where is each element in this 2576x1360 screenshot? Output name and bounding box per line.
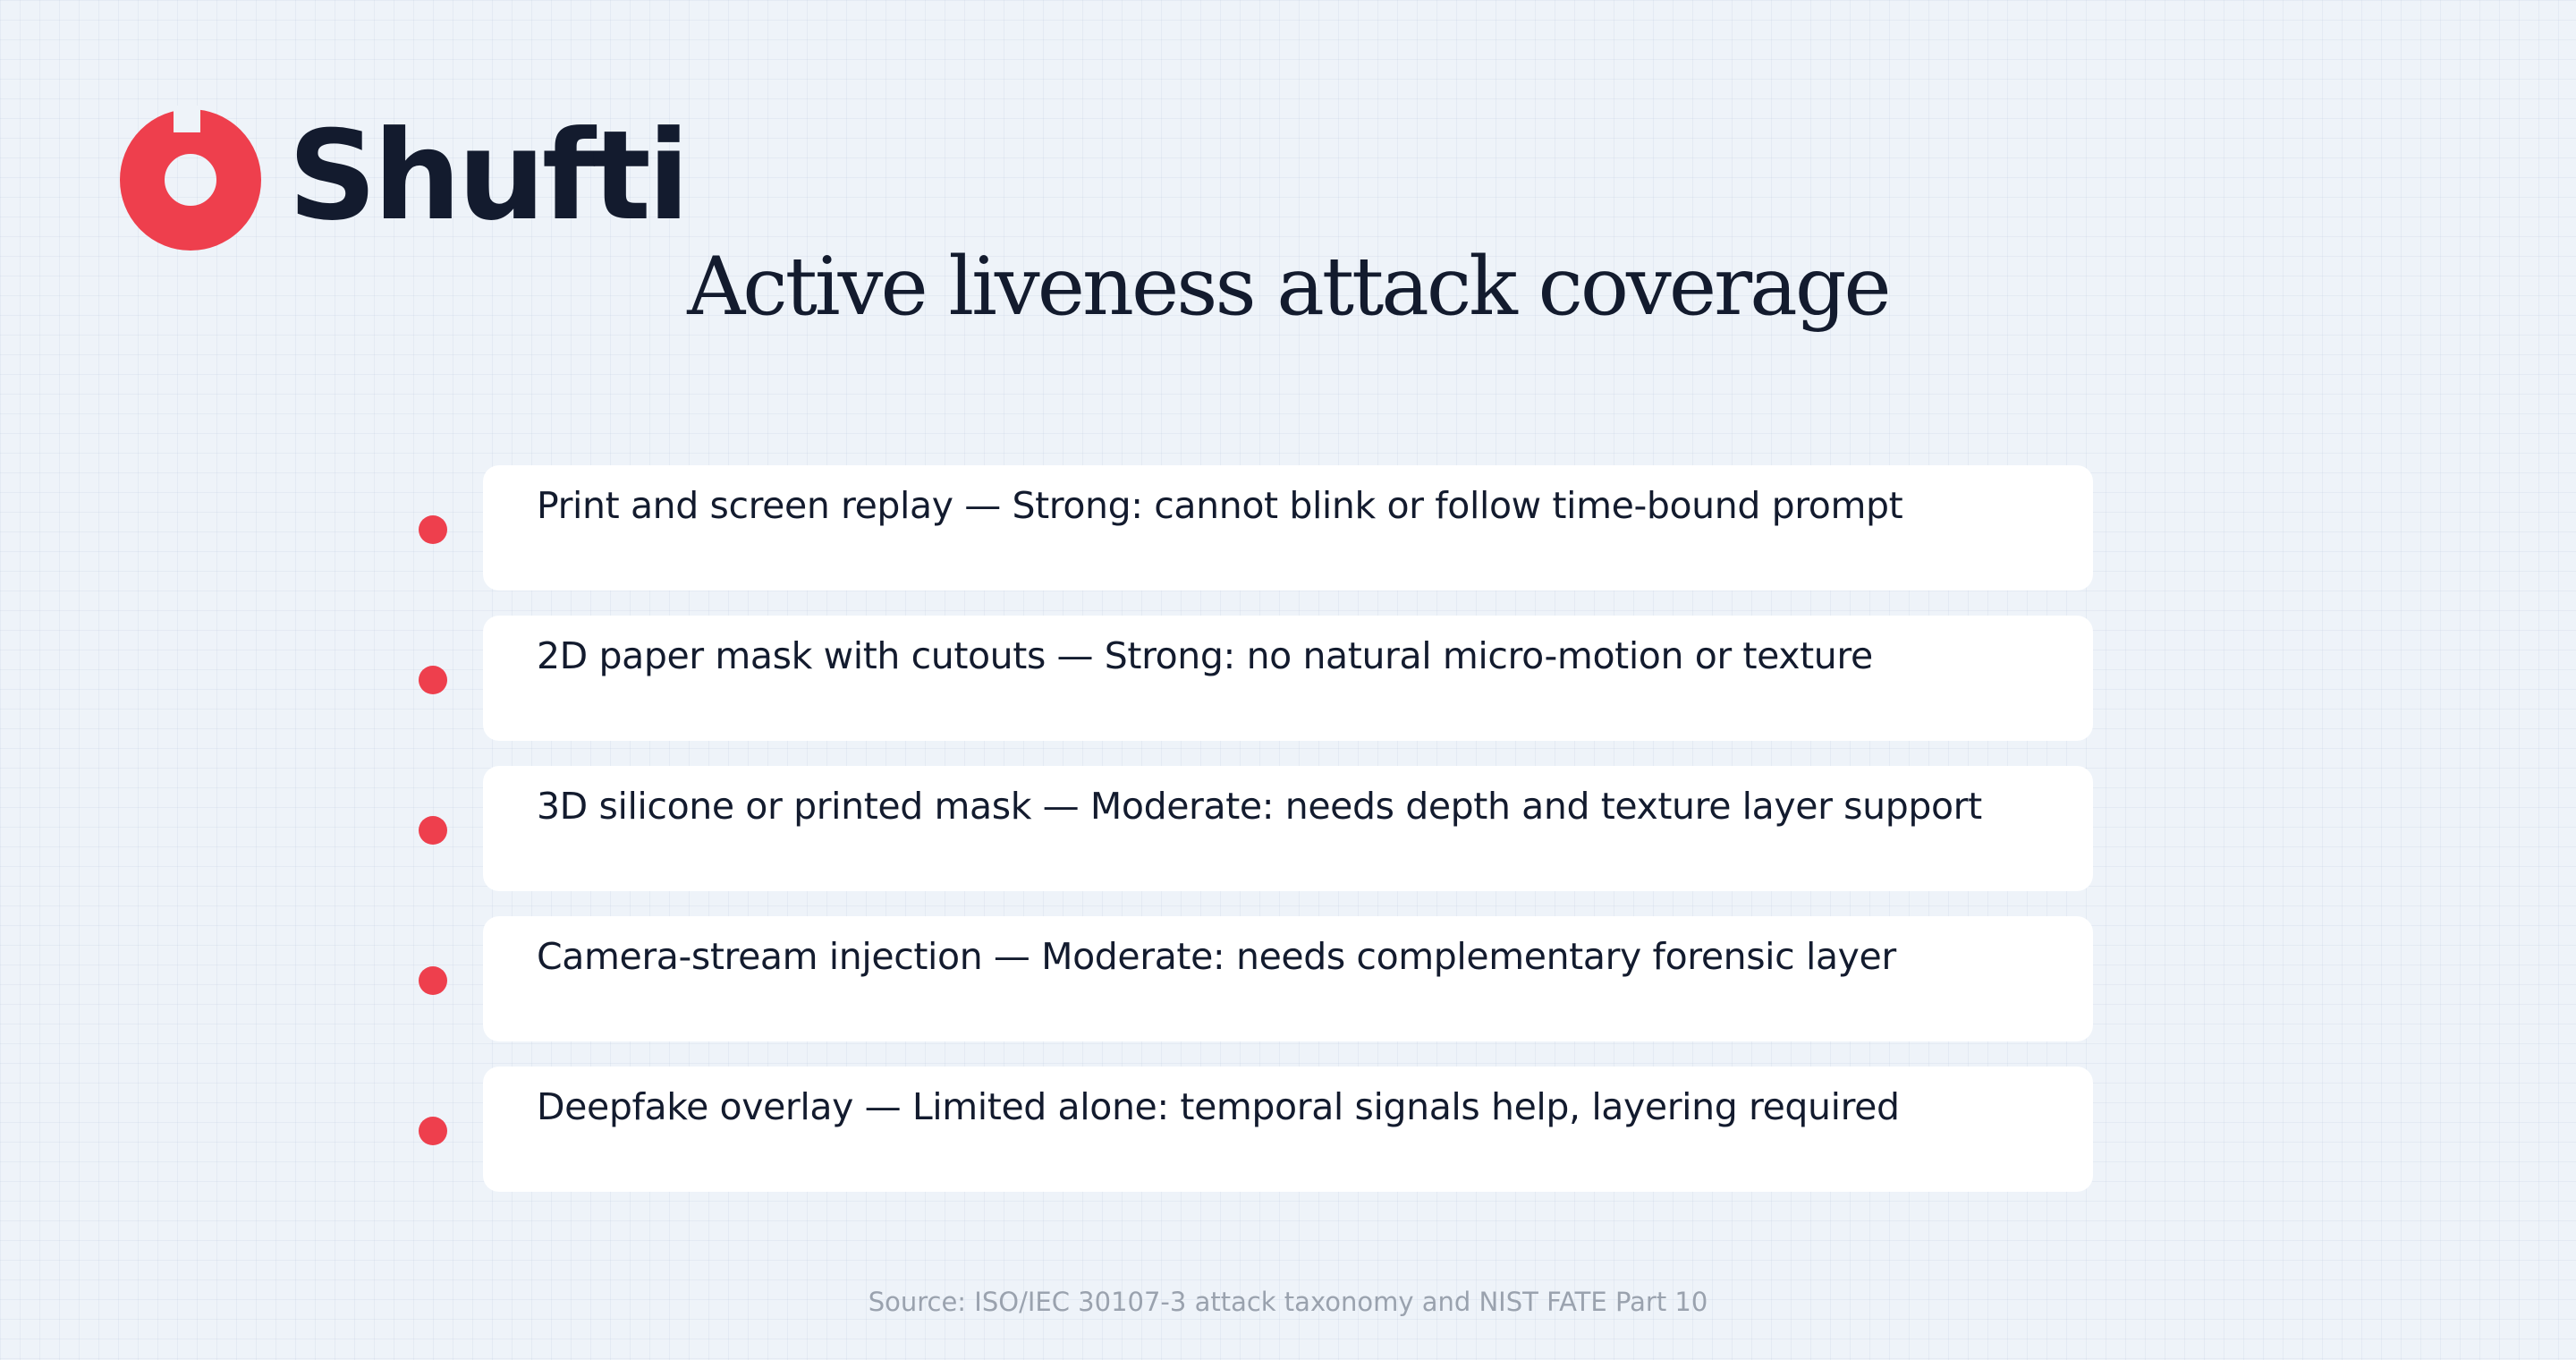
- list-item-card: [483, 766, 2093, 891]
- shufti-ring-logo-icon: [118, 106, 263, 254]
- brand-logo: [118, 106, 686, 254]
- bullet-dot-icon: [419, 816, 447, 845]
- list-item-text: 3D silicone or printed mask — Moderate: needs depth and texture layer support: [537, 785, 1982, 828]
- bullet-dot-icon: [419, 1117, 447, 1145]
- list-item-card: [483, 616, 2093, 741]
- list-item: [419, 1067, 2095, 1192]
- attack-coverage-list: [419, 465, 2095, 1217]
- brand-name: Shufti: [288, 104, 687, 248]
- list-item-text: 2D paper mask with cutouts — Strong: no natural micro-motion or texture: [537, 634, 1873, 677]
- list-item-card: [483, 1067, 2093, 1192]
- list-item-card: [483, 465, 2093, 591]
- list-item-text: Camera-stream injection — Moderate: needs complementary forensic layer: [537, 935, 1896, 978]
- list-item-text: Print and screen replay — Strong: cannot blink or follow time-bound prompt: [537, 484, 1903, 527]
- page-title: Active liveness attack coverage: [687, 240, 1889, 334]
- list-item-card: [483, 916, 2093, 1041]
- list-item: [419, 465, 2095, 591]
- bullet-dot-icon: [419, 515, 447, 544]
- list-item: [419, 766, 2095, 891]
- list-item: [419, 916, 2095, 1041]
- source-note: Source: ISO/IEC 30107-3 attack taxonomy and NIST FATE Part 10: [868, 1287, 1708, 1317]
- bullet-dot-icon: [419, 666, 447, 694]
- bullet-dot-icon: [419, 966, 447, 995]
- list-item: [419, 616, 2095, 741]
- list-item-text: Deepfake overlay — Limited alone: temporal signals help, layering required: [537, 1085, 1900, 1128]
